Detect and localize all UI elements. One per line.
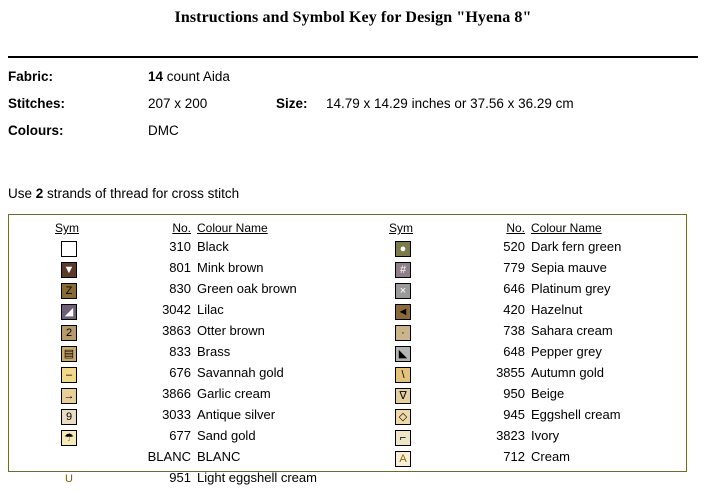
thread-number: 779 [503, 260, 525, 275]
symbol-swatch-icon: ● [395, 241, 411, 257]
table-row [15, 302, 345, 323]
colour-name: Cream [531, 449, 571, 464]
table-row [15, 470, 345, 491]
table-row [349, 344, 679, 365]
size-label: Size: [276, 96, 308, 111]
symbol-swatch-icon: × [395, 283, 411, 299]
table-row [349, 365, 679, 386]
colour-name: Lilac [197, 302, 224, 317]
colour-name: Sand gold [197, 428, 256, 443]
symbol-swatch-icon: ◇ [395, 409, 411, 425]
thread-number: 3855 [496, 365, 525, 380]
size-value: 14.79 x 14.29 inches or 37.56 x 36.29 cm [326, 96, 574, 111]
table-row [349, 428, 679, 449]
symbol-swatch-icon [61, 241, 77, 257]
symbol-swatch-icon: Z [61, 283, 77, 299]
colour-name: Black [197, 239, 229, 254]
thread-number: 951 [169, 470, 191, 485]
table-row [15, 365, 345, 386]
colour-name: Savannah gold [197, 365, 284, 380]
stitches-row [8, 96, 698, 123]
colour-name: Mink brown [197, 260, 264, 275]
symbol-swatch-icon: A [395, 451, 411, 467]
colours-label: Colours: [8, 123, 64, 138]
symbol-swatch-icon: 9 [61, 409, 77, 425]
symbol-swatch-icon: · [395, 325, 411, 341]
colour-name: Sahara cream [531, 323, 613, 338]
header-sym: Sym [55, 221, 79, 235]
thread-number: 830 [169, 281, 191, 296]
table-row [15, 260, 345, 281]
key-column-left [15, 221, 345, 491]
symbol-key-box [8, 214, 687, 485]
colour-name: Pepper grey [531, 344, 602, 359]
colour-name: Platinum grey [531, 281, 611, 296]
thread-number: 677 [169, 428, 191, 443]
table-row [349, 449, 679, 470]
symbol-swatch-icon: → [61, 388, 77, 404]
symbol-swatch-icon: ☂ [61, 430, 77, 446]
table-row [15, 428, 345, 449]
colour-name: Light eggshell cream [197, 470, 317, 485]
info-block [8, 69, 698, 150]
page-title: Instructions and Symbol Key for Design "Hyena 8" [174, 9, 532, 26]
table-row [15, 281, 345, 302]
table-row [15, 344, 345, 365]
symbol-swatch-icon: ◢ [61, 304, 77, 320]
header-colour-name: Colour Name [531, 221, 602, 235]
symbol-swatch-icon: ⌐ [395, 430, 411, 446]
fabric-count: 14 [148, 69, 164, 84]
stitches-value: 207 x 200 [148, 96, 208, 111]
thread-number: 3866 [162, 386, 191, 401]
symbol-swatch-icon [61, 451, 77, 467]
strands-note [8, 186, 239, 201]
thread-number: 833 [169, 344, 191, 359]
strands-prefix: Use [8, 186, 36, 201]
table-row [349, 239, 679, 260]
header-colour-name: Colour Name [197, 221, 268, 235]
strands-count: 2 [35, 186, 44, 201]
symbol-swatch-icon: ◄ [395, 304, 411, 320]
symbol-swatch-icon: ▤ [61, 346, 77, 362]
table-row [349, 260, 679, 281]
symbol-swatch-icon: ▼ [61, 262, 77, 278]
header-sym: Sym [389, 221, 413, 235]
colour-name: Brass [197, 344, 231, 359]
thread-number: 3823 [496, 428, 525, 443]
thread-number: 420 [503, 302, 525, 317]
thread-number: 676 [169, 365, 191, 380]
thread-number: BLANC [147, 449, 191, 464]
symbol-swatch-icon: \ [395, 367, 411, 383]
colours-row [8, 123, 698, 150]
thread-number: 520 [503, 239, 525, 254]
symbol-swatch-icon: – [61, 367, 77, 383]
thread-number: 646 [503, 281, 525, 296]
header-no: No. [172, 221, 191, 235]
colour-name: Beige [531, 386, 565, 401]
table-row [15, 239, 345, 260]
table-row [15, 407, 345, 428]
thread-number: 3042 [162, 302, 191, 317]
document-page [0, 9, 706, 485]
thread-number: 3033 [162, 407, 191, 422]
fabric-label: Fabric: [8, 69, 54, 84]
key-header-left [15, 221, 345, 239]
fabric-row [8, 69, 698, 96]
header-divider [8, 56, 698, 58]
key-header-right [349, 221, 679, 239]
colour-name: Eggshell cream [531, 407, 621, 422]
colour-name: Dark fern green [531, 239, 622, 254]
symbol-swatch-icon: ∇ [395, 388, 411, 404]
thread-number: 712 [503, 449, 525, 464]
table-row [349, 386, 679, 407]
header-no: No. [506, 221, 525, 235]
table-row [15, 449, 345, 470]
thread-number: 950 [503, 386, 525, 401]
table-row [349, 407, 679, 428]
colour-name: BLANC [197, 449, 241, 464]
thread-number: 738 [503, 323, 525, 338]
colour-name: Garlic cream [197, 386, 271, 401]
thread-number: 3863 [162, 323, 191, 338]
stitches-label: Stitches: [8, 96, 66, 111]
table-row [349, 323, 679, 344]
symbol-swatch-icon: U [61, 472, 77, 488]
thread-number: 648 [503, 344, 525, 359]
thread-number: 801 [169, 260, 191, 275]
fabric-value [148, 69, 230, 84]
colour-name: Sepia mauve [531, 260, 607, 275]
strands-suffix: strands of thread for cross stitch [43, 186, 240, 201]
colour-name: Hazelnut [531, 302, 583, 317]
table-row [349, 281, 679, 302]
thread-number: 945 [503, 407, 525, 422]
symbol-swatch-icon: # [395, 262, 411, 278]
fabric-count-suffix: count Aida [163, 69, 230, 84]
thread-number: 310 [169, 239, 191, 254]
table-row [15, 386, 345, 407]
colour-name: Antique silver [197, 407, 276, 422]
symbol-swatch-icon: 2 [61, 325, 77, 341]
colour-name: Green oak brown [197, 281, 297, 296]
key-column-right [349, 221, 679, 470]
colour-name: Otter brown [197, 323, 265, 338]
colour-name: Ivory [531, 428, 560, 443]
table-row [15, 323, 345, 344]
colour-name: Autumn gold [531, 365, 604, 380]
symbol-swatch-icon: ◣ [395, 346, 411, 362]
table-row [349, 302, 679, 323]
colours-value: DMC [148, 123, 179, 138]
